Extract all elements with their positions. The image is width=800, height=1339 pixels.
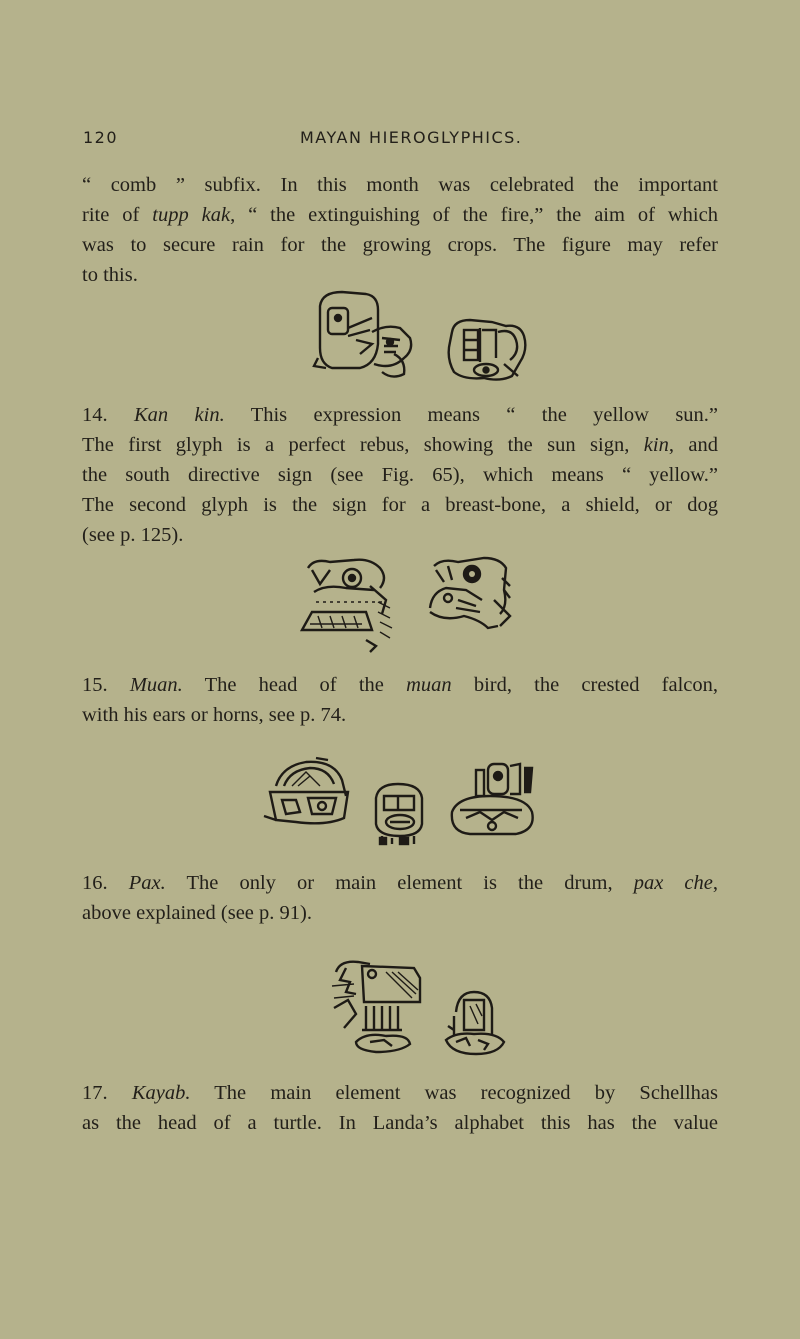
kayab-glyph-2-icon [440,986,508,1056]
text-line: 16. Pax. The only or main element is the drum, pax che, [82,872,718,894]
page-number: 120 [83,128,119,147]
paragraph-17 [82,1078,718,1138]
text-line: as the head of a turtle. In Landa’s alphabet this has the value [82,1112,718,1134]
kan-kin-glyph-1-icon [312,288,422,383]
kan-kin-glyph-2-icon [440,318,530,383]
text-line: 14. Kan kin. This expression means “ the yellow sun.” [82,404,719,426]
text-line: above explained (see p. 91). [82,902,312,924]
running-title: MAYAN HIEROGLYPHICS. [300,128,523,147]
running-header [0,128,800,152]
paragraph-15 [82,670,718,730]
kayab-glyph-1-icon [326,958,432,1054]
text-line: rite of tupp kak, “ the extinguishing of the fire,” the aim of which [82,204,718,226]
paragraph-continuation [82,170,718,290]
pax-glyph-2-icon [370,780,428,846]
text-line: to this. [82,264,138,286]
text-line: “ comb ” subfix. In this month was celebrated the important [82,174,718,196]
pax-glyph-1-icon [256,756,356,828]
paragraph-14 [82,400,718,550]
pax-glyph-3-icon [440,762,542,838]
muan-glyph-2-icon [422,556,514,640]
text-line: 15. Muan. The head of the muan bird, the crested falcon, [82,674,718,696]
muan-glyph-1-icon [296,556,400,656]
text-line: The second glyph is the sign for a breast-bone, a shield, or dog [82,494,718,516]
text-line: (see p. 125). [82,524,184,546]
paragraph-16 [82,868,718,928]
text-line: was to secure rain for the growing crops. The figure may refer [82,234,718,256]
text-line: The first glyph is a perfect rebus, showing the sun sign, kin, and [82,434,718,456]
text-line: with his ears or horns, see p. 74. [82,704,347,726]
text-line: the south directive sign (see Fig. 65), which means “ yellow.” [82,464,718,486]
text-line: 17. Kayab. The main element was recognized by Schellhas [82,1082,718,1104]
